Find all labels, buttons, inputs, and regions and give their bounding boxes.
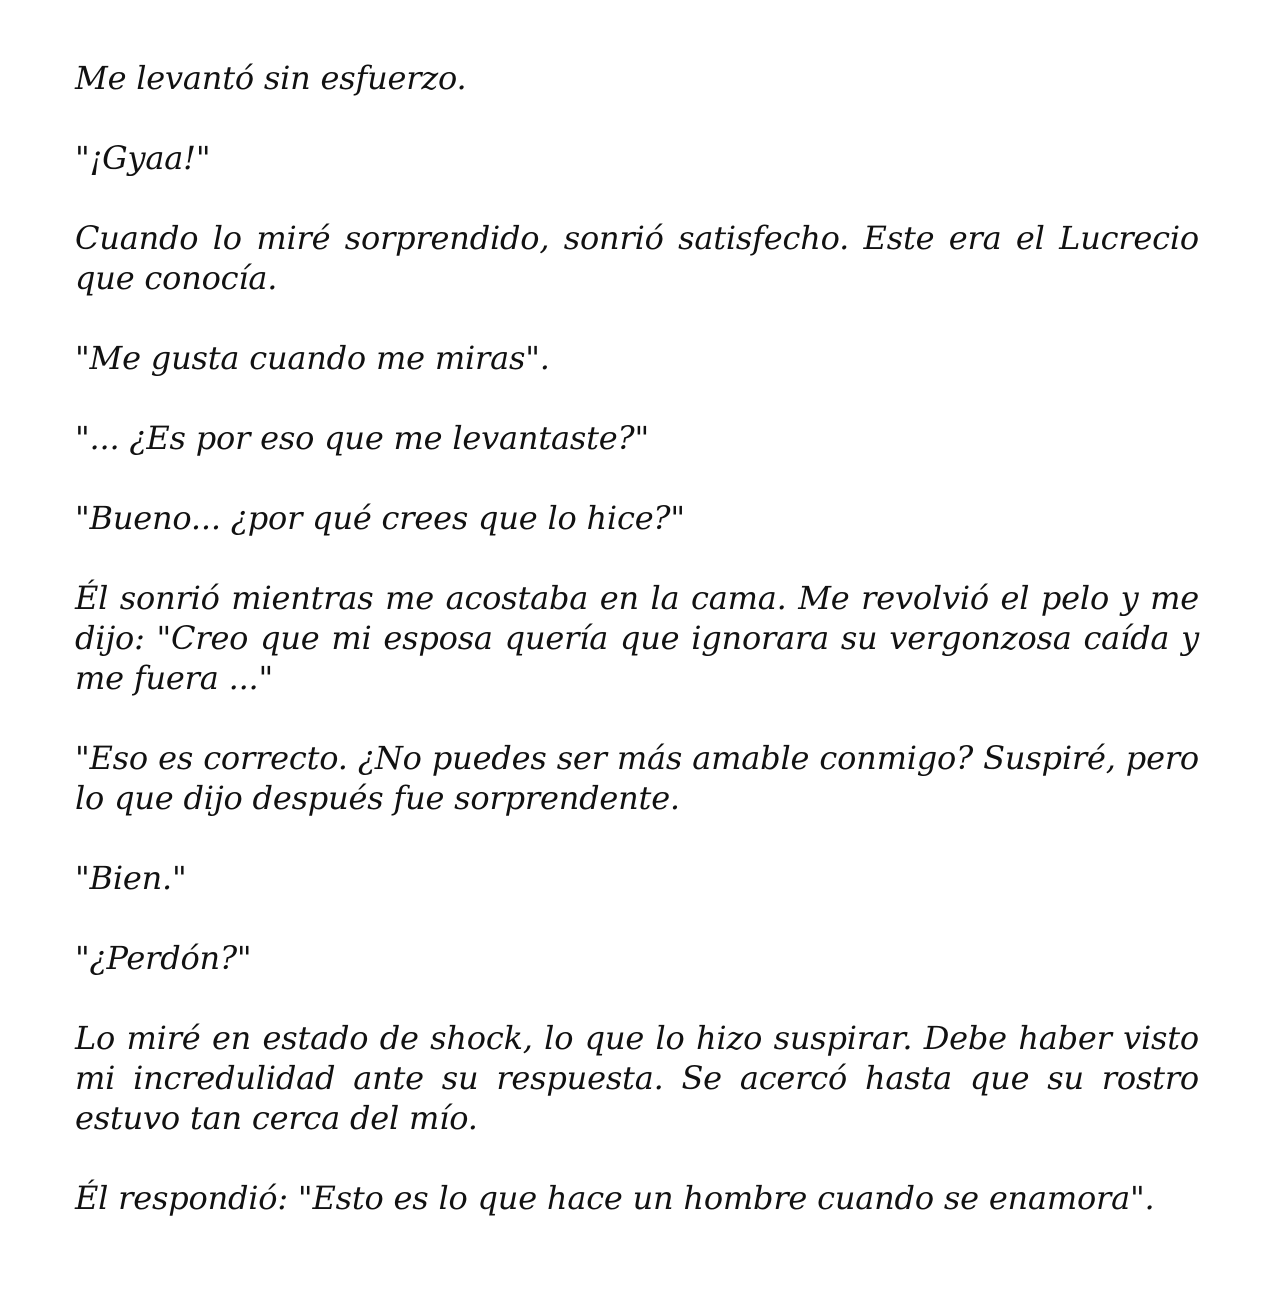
paragraph-8: "Eso es correcto. ¿No puedes ser más amable conmigo? Suspiré, pero lo que dijo después fue sorprendente.: [75, 739, 1199, 817]
paragraph-1: Me levantó sin esfuerzo.: [75, 59, 467, 97]
paragraph-9: "Bien.": [75, 859, 187, 897]
paragraph-12: Él respondió: "Esto es lo que hace un hombre cuando se enamora".: [75, 1179, 1155, 1217]
paragraph-10: "¿Perdón?": [75, 939, 252, 977]
paragraph-4: "Me gusta cuando me miras".: [75, 339, 550, 377]
paragraph-6: "Bueno... ¿por qué crees que lo hice?": [75, 499, 685, 537]
paragraph-5: "... ¿Es por eso que me levantaste?": [75, 419, 649, 457]
paragraph-7: Él sonrió mientras me acostaba en la cama. Me revolvió el pelo y me dijo: "Creo que mi esposa quería que ignorara su vergonzosa caída y me fuera ...": [75, 579, 1199, 697]
document-body: [75, 58, 1199, 1218]
paragraph-11: Lo miré en estado de shock, lo que lo hizo suspirar. Debe haber visto mi incredulidad ante su respuesta. Se acercó hasta que su rostro estuvo tan cerca del mío.: [75, 1019, 1199, 1137]
paragraph-3: Cuando lo miré sorprendido, sonrió satisfecho. Este era el Lucrecio que conocía.: [75, 219, 1199, 297]
paragraph-2: "¡Gyaa!": [75, 139, 211, 177]
